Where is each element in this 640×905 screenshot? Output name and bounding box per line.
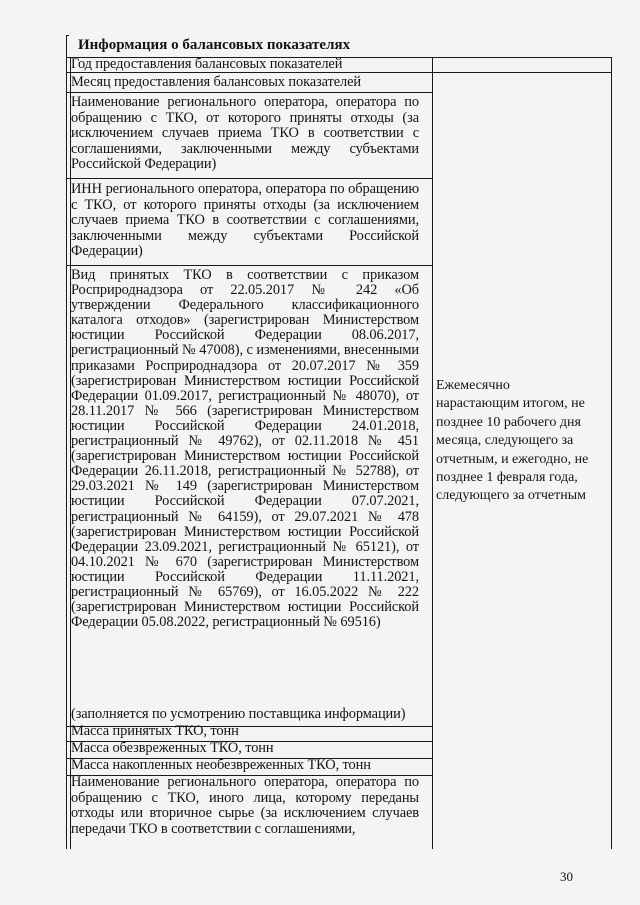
row-waste-type-label: Вид принятых ТКО в соответствии с приказом Росприроднадзора от 22.05.2017 № 242 «Об утверждении Федерального классификационного каталога отходов» (зарегистрирован Министерством юстиции Российской Федерации 08.06.2017, регистрационный № 47008), с изменениями, внесенными приказами Росприроднадзора от 20.07.2017 № 359 (зарегистрирован Министерством юстиции Российской Федерации 01.09.2017, регистрационный № 48070), от 28.11.2017 № 566 (зарегистрирован Министерством юстиции Российской Федерации 24.01.2018, регистрационный № 49762), от 02.11.2018 № 451 (зарегистрирован Министерством юстиции Российской Федерации 26.11.2018, регистрационный № 52788), от 29.03.2021 № 149 (зарегистрирован Министерством юстиции Российской Федерации 07.07.2021, регистрационный № 64159), от 29.07.2021 № 478 (зарегистрирован Министерством юстиции Российской Федерации 23.09.2021, регистрационный № 65121), от 04.10.2021 № 670 (зарегистрирован Министерством юстиции Российской Федерации 11.11.2021, регистрационный № 65769), от 16.05.2022 № 222 (зарегистрирован Министерством юстиции Российской Федерации 05.08.2022, регистрационный № 69516) bbox=[71, 267, 419, 631]
row-month-label: Месяц предоставления балансовых показателей bbox=[71, 74, 362, 90]
table-header-title: Информация о балансовых показателях bbox=[78, 37, 351, 53]
row-operator-inn-label: ИНН регионального оператора, оператора по обращению с ТКО, от которого приняты отходы (за исключением случаев приема ТКО в соответствии с соглашениями, заключенными между субъектами Российской Федерации) bbox=[71, 181, 419, 260]
row-operator-name-label: Наименование регионального оператора, оператора по обращению с ТКО, от которого приняты отходы (за исключением случаев приема ТКО в соответствии с соглашениями, заключенными между субъектами Российской Федерации) bbox=[71, 94, 419, 173]
column-divider bbox=[432, 57, 433, 849]
periodicity-text: Ежемесячно нарастающим итогом, не позднее 10 рабочего дня месяца, следующего за отчетным, и ежегодно, не позднее 1 февраля года, следующего за отчетным bbox=[436, 378, 589, 504]
row-separator bbox=[66, 92, 433, 93]
row-separator bbox=[66, 178, 433, 179]
row-mass-neutralized-label: Масса обезвреженных ТКО, тонн bbox=[71, 740, 274, 756]
row-mass-accumulated-label: Масса накопленных необезвреженных ТКО, тонн bbox=[71, 757, 371, 773]
row-year-label: Год предоставления балансовых показателей bbox=[71, 56, 343, 72]
header-top-border bbox=[66, 35, 69, 36]
row-mass-received-label: Масса принятых ТКО, тонн bbox=[71, 723, 239, 739]
page-number: 30 bbox=[560, 869, 573, 884]
table-right-border bbox=[611, 57, 612, 849]
row-separator bbox=[66, 265, 433, 266]
row-transfer-recipient-label: Наименование регионального оператора, оператора по обращению с ТКО, иного лица, которому переданы отходы или вторичное сырье (за исключением случаев передачи ТКО в соответствии с соглашениями, bbox=[71, 774, 419, 837]
row-waste-type-note: (заполняется по усмотрению поставщика информации) bbox=[71, 706, 406, 722]
